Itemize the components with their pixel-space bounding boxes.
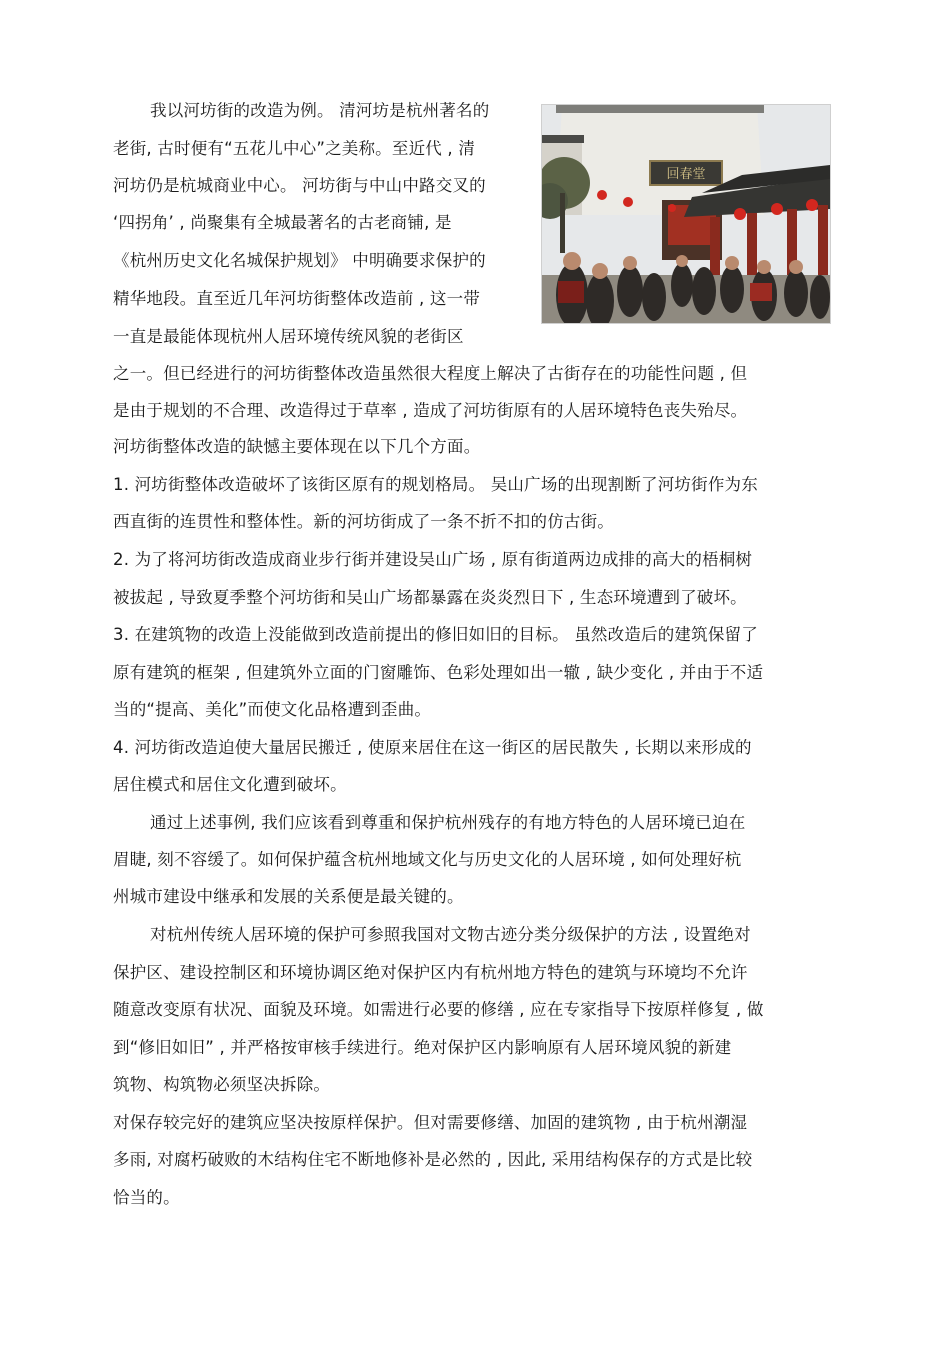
- paragraph-line: 河坊仍是杭城商业中心。 河坊街与中山中路交叉的: [113, 176, 486, 195]
- paragraph-line: 保护区、建设控制区和环境协调区绝对保护区内有杭州地方特色的建筑与环境均不允许: [113, 963, 748, 982]
- paragraph-line: 通过上述事例, 我们应该看到尊重和保护杭州残存的有地方特色的人居环境已迫在: [150, 813, 746, 832]
- list-item-line: 2. 为了将河坊街改造成商业步行街并建设吴山广场 , 原有街道两边成排的高大的梧桐树: [113, 550, 753, 569]
- paragraph-line: 多雨, 对腐朽破败的木结构住宅不断地修补是必然的 , 因此, 采用结构保存的方式是比较: [113, 1150, 753, 1169]
- paragraph-line: 州城市建设中继承和发展的关系便是最关键的。: [113, 887, 464, 906]
- list-item-line: 西直街的连贯性和整体性。新的河坊街成了一条不折不扣的仿古街。: [113, 512, 614, 531]
- paragraph-line: 眉睫, 刻不容缓了。如何保护蕴含杭州地域文化与历史文化的人居环境 , 如何处理好杭: [113, 850, 742, 869]
- old-street-scene-image: [542, 105, 830, 323]
- paragraph-line: ‘四拐角’ , 尚聚集有全城最著名的古老商铺, 是: [113, 213, 452, 232]
- plaque-text: 回春堂: [666, 167, 706, 182]
- list-item-line: 居住模式和居住文化遭到破坏。: [113, 775, 347, 794]
- list-item-line: 1. 河坊街整体改造破坏了该街区原有的规划格局。 吴山广场的出现割断了河坊街作为东: [113, 475, 758, 494]
- paragraph-line: 老街, 古时便有“五花儿中心”之美称。至近代 , 清: [113, 139, 476, 158]
- paragraph-line: 到“修旧如旧” , 并严格按审核手续进行。绝对保护区内影响原有人居环境风貌的新建: [113, 1038, 732, 1057]
- list-item-line: 原有建筑的框架 , 但建筑外立面的门窗雕饰、色彩处理如出一辙 , 缺少变化 , 并由于不适: [113, 663, 764, 682]
- paragraph-line: 对杭州传统人居环境的保护可参照我国对文物古迹分类分级保护的方法 , 设置绝对: [150, 925, 751, 944]
- paragraph-line: 精华地段。直至近几年河坊街整体改造前 , 这一带: [113, 289, 481, 308]
- list-item-line: 3. 在建筑物的改造上没能做到改造前提出的修旧如旧的目标。 虽然改造后的建筑保留了: [113, 625, 758, 644]
- paragraph-line: 河坊街整体改造的缺憾主要体现在以下几个方面。: [113, 437, 481, 456]
- street-photo: [541, 104, 831, 324]
- paragraph-line: 对保存较完好的建筑应坚决按原样保护。但对需要修缮、加固的建筑物 , 由于杭州潮湿: [113, 1113, 748, 1132]
- paragraph-line: 随意改变原有状况、面貌及环境。如需进行必要的修缮 , 应在专家指导下按原样修复 , 做: [113, 1000, 764, 1019]
- list-item-line: 被拔起 , 导致夏季整个河坊街和吴山广场都暴露在炎炎烈日下 , 生态环境遭到了破坏。: [113, 588, 747, 607]
- paragraph-line: 恰当的。: [113, 1188, 180, 1207]
- list-item-line: 4. 河坊街改造迫使大量居民搬迁 , 使原来居住在这一街区的居民散失 , 长期以来形成的: [113, 738, 752, 757]
- paragraph-line: 之一。但已经进行的河坊街整体改造虽然很大程度上解决了古街存在的功能性问题 , 但: [113, 364, 748, 383]
- paragraph-line: 我以河坊街的改造为例。 清河坊是杭州著名的: [150, 101, 490, 120]
- paragraph-line: 一直是最能体现杭州人居环境传统风貌的老街区: [113, 327, 464, 346]
- paragraph-line: 是由于规划的不合理、改造得过于草率 , 造成了河坊街原有的人居环境特色丧失殆尽。: [113, 401, 748, 420]
- paragraph-line: 《杭州历史文化名城保护规划》 中明确要求保护的: [113, 251, 486, 270]
- list-item-line: 当的“提高、美化”而使文化品格遭到歪曲。: [113, 700, 432, 719]
- paragraph-line: 筑物、构筑物必须坚决拆除。: [113, 1075, 331, 1094]
